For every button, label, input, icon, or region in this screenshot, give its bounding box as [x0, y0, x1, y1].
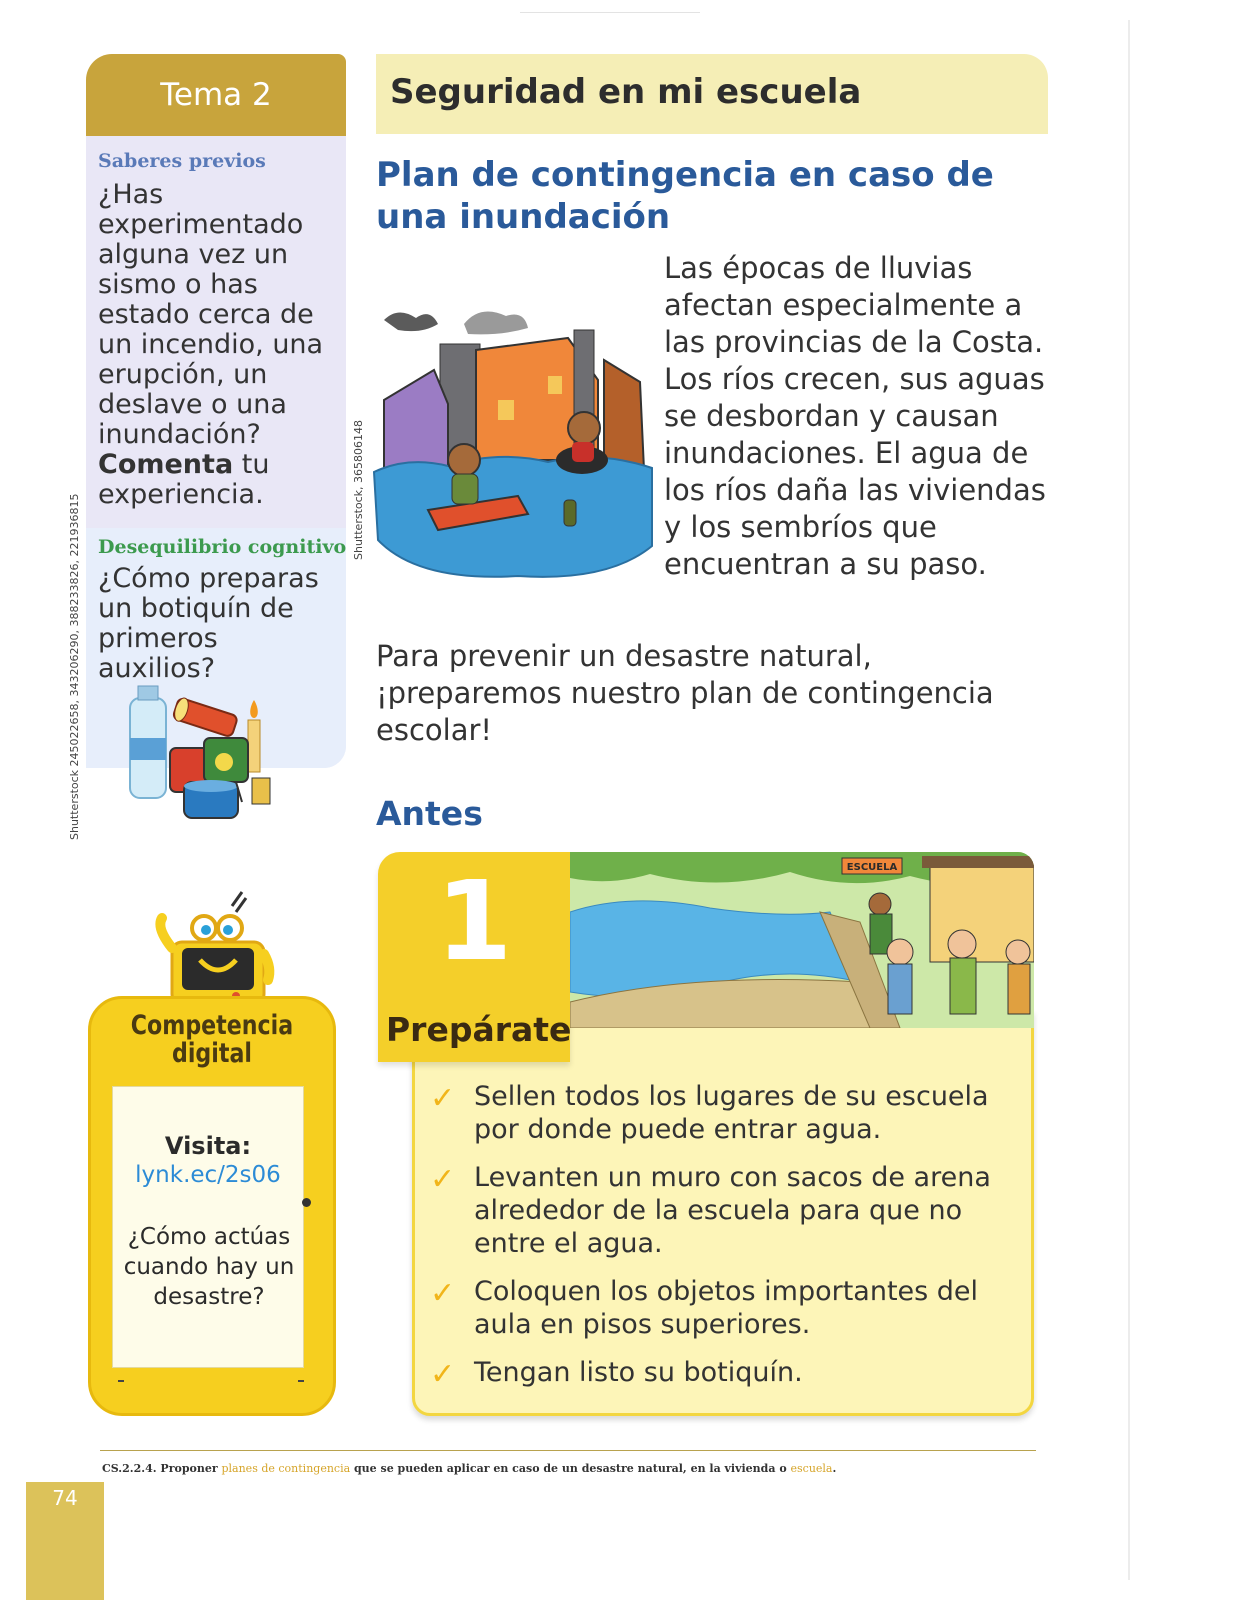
checklist: [430, 1080, 1020, 1404]
check-icon: ✓: [430, 1081, 456, 1116]
footnote-text-b: que se pueden aplicar en caso de un desastre natural, en la vivienda o: [350, 1462, 791, 1475]
checklist-item: [430, 1161, 1020, 1260]
check-icon: ✓: [430, 1276, 456, 1311]
checklist-item: [430, 1356, 1020, 1392]
antes-heading: Antes: [376, 794, 483, 833]
footnote-highlight-b: escuela: [790, 1462, 833, 1475]
visit-label: Visita:: [164, 1132, 252, 1160]
phone-question: ¿Cómo actúas cuando hay un desastre?: [123, 1224, 295, 1310]
page-edge: [1128, 20, 1130, 1580]
checklist-item-text: Tengan listo su botiquín.: [474, 1357, 803, 1388]
flashlight-icon: [172, 696, 238, 738]
desequilibrio-text: ¿Cómo preparas un botiquín de primeros auxilios?: [98, 563, 319, 684]
saberes-previos-label: Saberes previos: [98, 150, 266, 172]
top-rule: [520, 12, 700, 13]
school-sign: ESCUELA: [846, 862, 898, 873]
saberes-previos-text: [98, 180, 342, 510]
saberes-end: tu experiencia.: [98, 449, 270, 510]
prevent-paragraph: Para prevenir un desastre natural, ¡preparemos nuestro plan de contingencia escolar!: [376, 639, 994, 747]
visit-link[interactable]: lynk.ec/2s06: [135, 1162, 281, 1188]
flood-illustration: [368, 300, 658, 580]
child-icon-2: [568, 412, 600, 444]
child-icon-6: [1006, 940, 1030, 964]
child-icon-3: [869, 893, 891, 915]
check-icon: ✓: [430, 1162, 456, 1197]
cans-icon: [170, 738, 248, 818]
first-aid-kit-illustration: [124, 678, 284, 828]
step-number: 1: [435, 857, 513, 985]
step-label: Prepárate: [386, 1010, 572, 1049]
footnote-highlight-a: planes de contingencia: [221, 1462, 351, 1475]
page-number: 74: [52, 1486, 78, 1510]
school-sandbag-illustration: [570, 852, 1034, 1028]
checklist-item: [430, 1275, 1020, 1341]
phone-button-left: [118, 1380, 124, 1382]
robot-mascot-icon: [150, 888, 280, 1008]
page-title: Seguridad en mi escuela: [390, 72, 862, 112]
checklist-item-text: Levanten un muro con sacos de arena alrededor de la escuela para que no entre el agua.: [474, 1162, 991, 1259]
section-subtitle: Plan de contingencia en caso de una inundación: [376, 155, 994, 237]
curriculum-footnote: [102, 1462, 836, 1475]
desequilibrio-label: Desequilibrio cognitivo: [98, 536, 347, 558]
child-icon-4: [887, 939, 913, 965]
footnote-code: CS.2.2.4.: [102, 1462, 157, 1475]
photo-credit-left: Shutterstock 245022658, 343206290, 388233826, 221936815: [68, 493, 81, 840]
footnote-text-c: .: [832, 1462, 837, 1475]
house-icon: [384, 370, 448, 470]
competencia-digital-title: Competencia digital: [130, 1010, 294, 1069]
child-icon-5: [948, 930, 976, 958]
title-banner: [376, 54, 1048, 134]
phone-button-right: [298, 1380, 304, 1382]
saberes-question: ¿Has experimentado alguna vez un sismo o has estado cerca de un incendio, una erupción, un deslave o una inundación?: [98, 179, 324, 450]
check-icon: ✓: [430, 1357, 456, 1392]
saberes-bold: Comenta: [98, 449, 234, 480]
tema-header: Tema 2: [86, 54, 346, 136]
checklist-item-text: Sellen todos los lugares de su escuela por donde puede entrar agua.: [474, 1081, 989, 1145]
phone-camera-dot: [302, 1198, 311, 1207]
candle-icon: [248, 700, 260, 772]
child-icon: [448, 444, 480, 476]
footer-rule: [100, 1450, 1036, 1451]
footnote-text-a: Proponer: [156, 1462, 222, 1475]
illustration-credit: Shutterstock, 365806148: [352, 419, 365, 560]
intro-paragraph: Las épocas de lluvias afectan especialmente a las provincias de la Costa. Los ríos crecen, sus aguas se desbordan y causan inundaciones. El agua de los ríos daña las viviendas y los sembríos que encuentran a su paso.: [664, 251, 1046, 581]
checklist-item-text: Coloquen los objetos importantes del aula en pisos superiores.: [474, 1276, 979, 1340]
checklist-item: [430, 1080, 1020, 1146]
